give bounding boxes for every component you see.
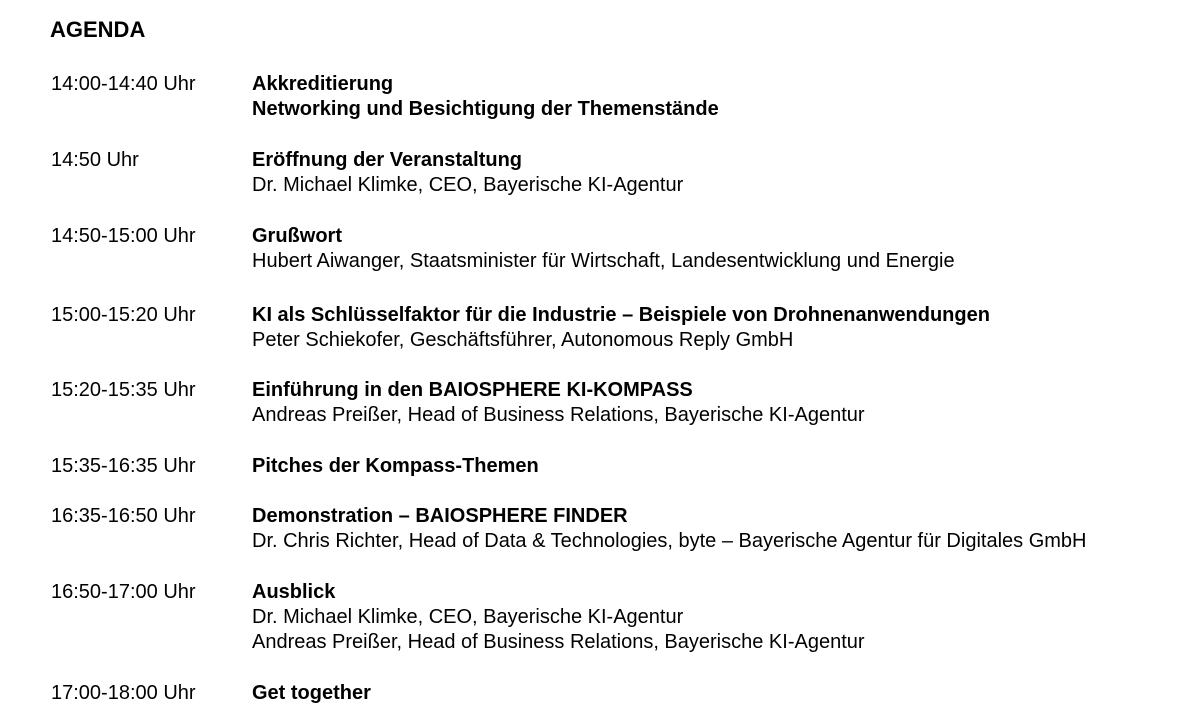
agenda-content (252, 72, 719, 122)
agenda-time: 16:35-16:50 Uhr (51, 505, 196, 527)
agenda-time: 15:20-15:35 Uhr (51, 379, 196, 401)
agenda-heading: Grußwort (252, 225, 342, 247)
agenda-heading: Eröffnung der Veranstaltung (252, 149, 523, 171)
agenda-time: 14:00-14:40 Uhr (51, 73, 196, 95)
agenda-content (252, 681, 371, 706)
agenda-heading: Get together (252, 682, 371, 704)
agenda-time: 14:50 Uhr (51, 149, 139, 171)
agenda-speaker: Dr. Chris Richter, Head of Data & Technologies, byte – Bayerische Agentur für Digitales GmbH (252, 530, 1087, 552)
agenda-content (252, 378, 865, 428)
agenda-speaker: Dr. Michael Klimke, CEO, Bayerische KI-Agentur (252, 606, 684, 628)
agenda-speaker: Peter Schiekofer, Geschäftsführer, Autonomous Reply GmbH (252, 329, 794, 351)
agenda-heading: Demonstration – BAIOSPHERE FINDER (252, 505, 628, 527)
agenda-time: 17:00-18:00 Uhr (51, 682, 196, 704)
agenda-heading: Networking und Besichtigung der Themenstände (252, 98, 719, 120)
agenda-title: AGENDA (50, 17, 146, 42)
agenda-time: 16:50-17:00 Uhr (51, 581, 196, 603)
agenda-speaker: Andreas Preißer, Head of Business Relations, Bayerische KI-Agentur (252, 404, 865, 426)
agenda-time: 15:00-15:20 Uhr (51, 304, 196, 326)
agenda-content (252, 303, 990, 353)
agenda-heading: Einführung in den BAIOSPHERE KI-KOMPASS (252, 379, 693, 401)
agenda-speaker: Dr. Michael Klimke, CEO, Bayerische KI-Agentur (252, 174, 684, 196)
agenda-content (252, 454, 539, 479)
agenda-speaker: Andreas Preißer, Head of Business Relations, Bayerische KI-Agentur (252, 631, 865, 653)
agenda-heading: Ausblick (252, 581, 336, 603)
agenda-speaker: Hubert Aiwanger, Staatsminister für Wirtschaft, Landesentwicklung und Energie (252, 250, 955, 272)
agenda-time: 15:35-16:35 Uhr (51, 455, 196, 477)
agenda-content (252, 504, 1086, 554)
agenda-heading: Pitches der Kompass-Themen (252, 455, 539, 477)
agenda-content (252, 148, 683, 198)
agenda-content (252, 224, 955, 274)
agenda-time: 14:50-15:00 Uhr (51, 225, 196, 247)
agenda-content (252, 580, 865, 655)
agenda-heading: KI als Schlüsselfaktor für die Industrie – Beispiele von Drohnenanwendungen (252, 304, 990, 326)
agenda-heading: Akkreditierung (252, 73, 394, 95)
